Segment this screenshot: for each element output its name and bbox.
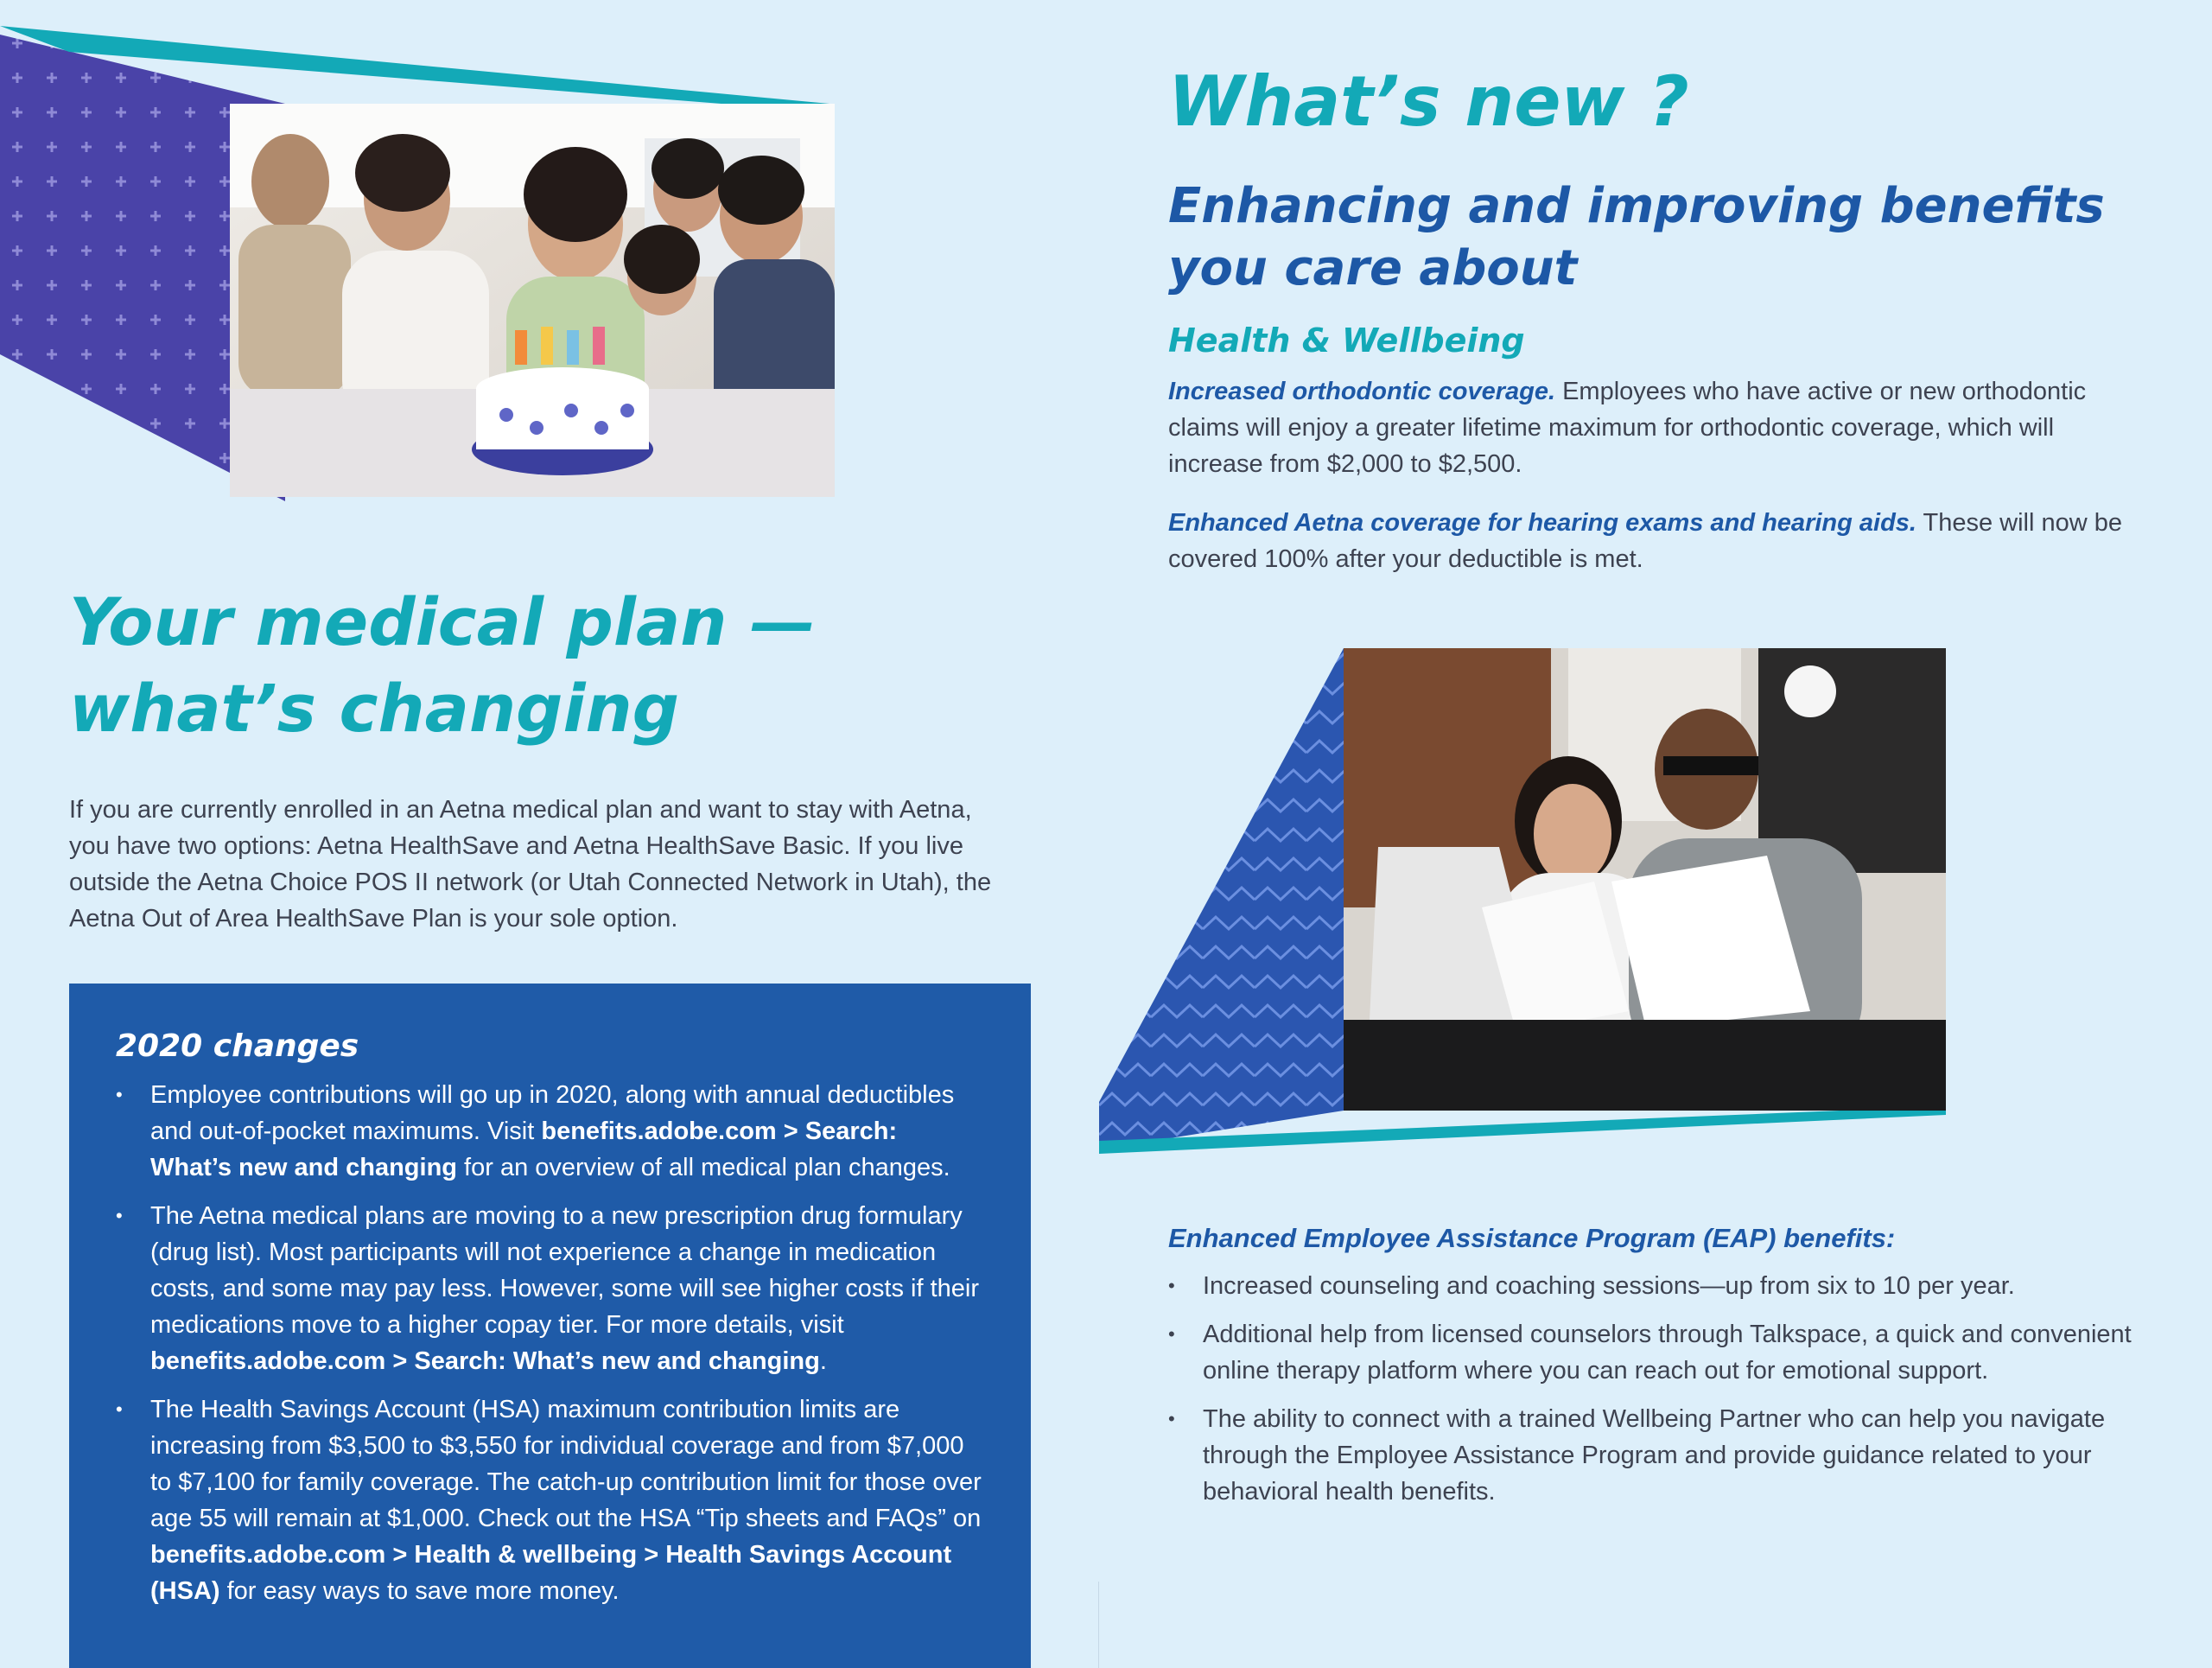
whats-new-title: What’s new ? (1168, 61, 1689, 142)
medical-plan-intro: If you are currently enrolled in an Aetna medical plan and want to stay with Aetna, you have two options: Aetna HealthSave and Aetna HealthSave Basic. If you live outside the Aetna Choice POS II network (or Utah Connected Network in Utah), the Aetna Out of Area HealthSave Plan is your sole option. (69, 796, 992, 933)
orthodontic-paragraph: Increased orthodontic coverage. Employees who have active or new orthodontic claims will enjoy a greater lifetime maximum for orthodontic coverage, which will increase from $2,000 to $2,500. (1168, 378, 2087, 478)
list-item: • The ability to connect with a trained Wellbeing Partner who can help you navigate through the Employee Assistance Program and provide guidance related to your behavioral health benefits. (1168, 1401, 2136, 1510)
list-item: • Employee contributions will go up in 2020, along with annual deductibles and out-of-pocket maximums. Visit benefits.adobe.com > Search: What’s new and changing for an overview of all medical plan changes. (116, 1077, 984, 1186)
list-item: • Additional help from licensed counselors through Talkspace, a quick and convenient online therapy platform where you can reach out for emotional support. (1168, 1316, 2136, 1389)
changes-list (116, 1077, 984, 1609)
medical-plan-title (69, 579, 933, 752)
family-birthday-photo (230, 104, 835, 497)
subtitle-line2: you care about (1168, 240, 1578, 296)
eap-list (1168, 1268, 2136, 1522)
whats-new-subtitle (1168, 175, 2162, 300)
medical-plan-title-line2: what’s changing (69, 670, 680, 747)
changes-box-title: 2020 changes (116, 1028, 359, 1064)
link-text: benefits.adobe.com > Search: What’s new and changing (150, 1117, 898, 1181)
column-divider (1098, 1582, 1099, 1668)
subtitle-line1: Enhancing and improving benefits (1168, 178, 2105, 234)
section-heading: Health & Wellbeing (1168, 322, 1525, 360)
medical-plan-title-line1: Your medical plan — (69, 583, 816, 660)
list-item: • The Aetna medical plans are moving to a new prescription drug formulary (drug list). Most participants will not experience a change in medication costs, and some may pay less. However, some will see higher costs if their medications move to a higher copay tier. For more details, visit benefits.adobe.com > Search: What’s new and changing. (116, 1198, 984, 1379)
list-item: • The Health Savings Account (HSA) maximum contribution limits are increasing from $3,500 to $3,550 for individual coverage and from $7,000 to $7,100 for family coverage. The catch-up contribution limit for those over age 55 will remain at $1,000. Check out the HSA “Tip sheets and FAQs” on benefits.adobe.com > Health & wellbeing > Health Savings Account (HSA) for easy ways to save more money. (116, 1391, 984, 1609)
link-text: benefits.adobe.com > Health & wellbeing > Health Savings Account (HSA) (150, 1541, 952, 1605)
changes-box (69, 984, 1031, 1668)
list-item: • Increased counseling and coaching sessions—up from six to 10 per year. (1168, 1268, 2136, 1304)
orthodontic-lead: Increased orthodontic coverage. (1168, 378, 1556, 405)
couple-reviewing-papers-photo (1344, 648, 1946, 1111)
eap-title: Enhanced Employee Assistance Program (EAP) benefits: (1168, 1223, 1896, 1253)
hearing-lead: Enhanced Aetna coverage for hearing exams and hearing aids. (1168, 509, 1916, 537)
hearing-paragraph: Enhanced Aetna coverage for hearing exams and hearing aids. These will now be covered 100% after your deductible is met. (1168, 509, 2123, 573)
link-text: benefits.adobe.com > Search: What’s new and changing (150, 1347, 820, 1375)
